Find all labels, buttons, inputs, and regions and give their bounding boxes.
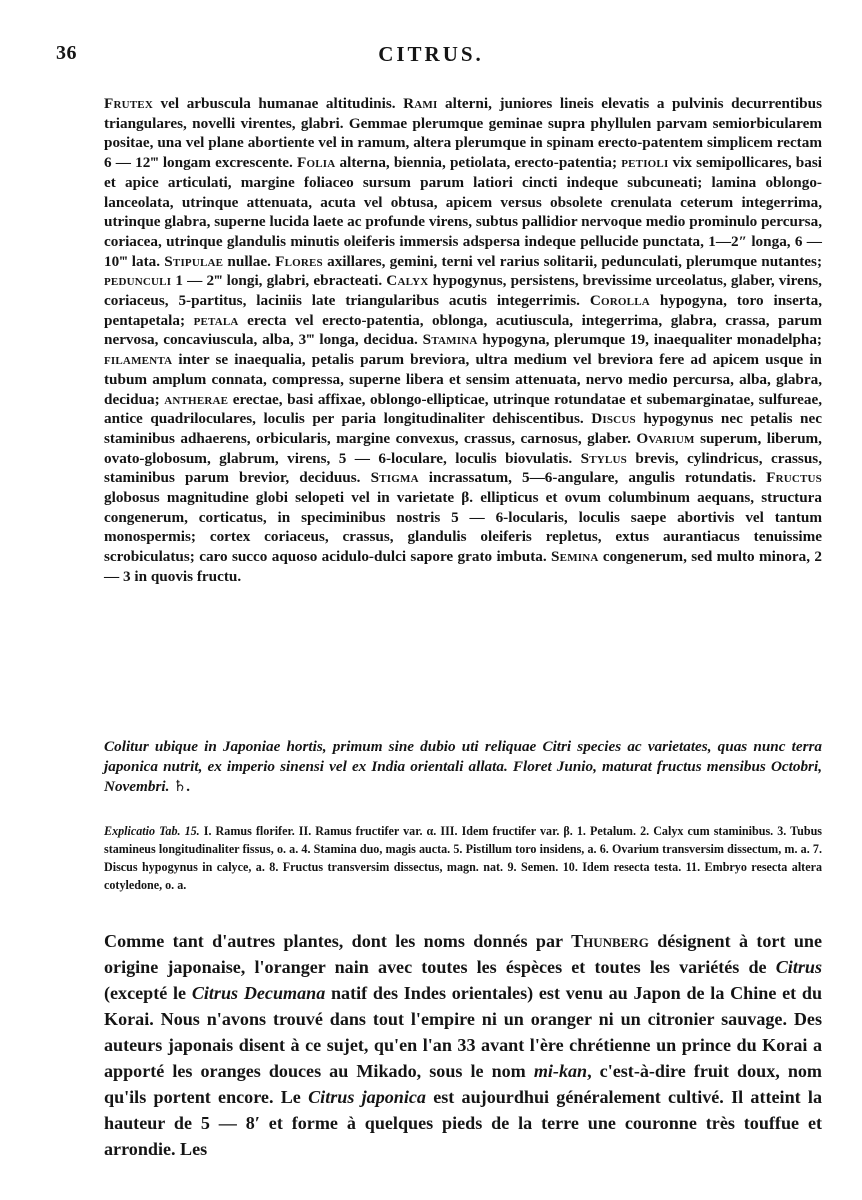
corolla-text: hypogyna, toro inserta, pentapetala; [104,292,822,329]
french-commentary [104,928,822,1162]
fructus-text: globosus magnitudine globi selopeti vel in varietate β. ellipticus et ovum columbinum aequans, structura congenerum, corticatus, in speciminibus nostris 5 — 6-locularis, loculis saepe abortivis vel tantum monospermis; cortex coriaceus, crassus, glandulis oleiferis repletus, extus aurantiacus tenuissime scrobiculatus; caro succo aquoso acidulo-dulci sapore grato imbuta. [104,489,822,566]
petioli-text: vix semipollicares, basi et apice articulati, margine foliaceo sursum parum latiori cincti indeque subcuneati; lamina oblongo-lanceolata, utrinque attenuata, acuta vel obtusa, apicem versus obsolete crenulata ceterum integerrima, utrinque glabra, superne lucida laete ac profunde virens, subtus pallidior nervoque medio prominulo percursa, coriacea, utrinque glandulis minutis oleiferis immersis adspersa indeque pellucide punctata, 1—2″ longa, 6 — 10‴ lata. [104,154,822,270]
page-header [56,42,806,74]
frutex-text: vel arbuscula humanae altitudinis. [152,95,404,112]
running-title: CITRUS. [378,42,484,66]
plate-explanation-title: Explicatio Tab. 15. [104,824,200,838]
taxon-citrus: Citrus [775,957,822,977]
term-filamenta: filamenta [104,351,173,369]
term-corolla: Corolla [589,292,650,310]
term-antherae: antherae [164,390,229,408]
term-stamina: Stamina [422,331,478,349]
taxon-citrus-decumana: Citrus Decumana [191,983,326,1003]
term-discus: Discus [591,410,636,428]
ovarium-text: superum, liberum, ovato-globosum, glabrum, virens, 5 — 6-loculare, loculis biovulatis. [104,429,822,467]
stipulae-text: nullae. [223,252,276,270]
term-mikan: mi-kan [533,1061,588,1081]
stamina-text: hypogyna, plerumque 19, inaequaliter monadelpha; [477,331,822,349]
petala-text: erecta vel erecto-patentia, oblonga, acutiuscula, integerrima, glabra, crassa, parum nervosa, concaviuscula, alba, 3‴ longa, decidua. [104,311,823,349]
term-petioli: petioli [621,154,669,172]
french-text-2: désignent à tort une origine japonaise, l'oranger nain avec toutes les éspèces et toutes les variétés de [104,931,822,977]
french-text-5: , c'est-à-dire fruit doux, nom qu'ils portent encore. Le [104,1061,822,1107]
term-petala: petala [193,311,239,329]
term-flores: Flores [275,252,323,270]
folia-text: alterna, biennia, petiolata, erecto-patentia; [335,154,622,172]
french-text-6: est aujourdhui généralement cultivé. Il atteint la hauteur de 5 — 8′ et forme à quelques pieds de la terre une couronne très touffue et arrondie. Les [104,1087,822,1159]
semina-text: congenerum, sed multo minora, 2 — 3 in quovis fructu. [104,548,822,585]
term-semina: Semina [551,548,599,566]
filamenta-text: inter se inaequalia, petalis parum breviora, ultra medium vel breviora fere ad apicem usque in tubum amplum connata, compressa, superne libera et sensim attenuata, nervo medio percursa, alba, glabra, decidua; [104,351,822,408]
antherae-text: erectae, basi affixae, oblongo-ellipticae, utrinque rotundatae et subemarginatae, sulfureae, antice quadriloculares, loculis per paria longitudinaliter dehiscentibus. [104,390,822,428]
term-calyx: Calyx [386,272,429,290]
stylus-text: brevis, cylindricus, crassus, staminibus parum brevior, deciduus. [104,449,822,487]
term-stigma: Stigma [370,469,419,487]
taxon-citrus-japonica: Citrus japonica [308,1087,426,1107]
rami-text: alterni, juniores lineis elevatis a pulvinis decurrentibus triangulares, novelli virentes, glabri. Gemmae plerumque geminae supra phyllulen parvam semiorbicularem positae, una vel plane abortiente vel in ramum, altera plerumque in spinam erecto-patentem simplicem rectam 6 — 12‴ longam excrescente. [104,95,822,172]
page-number: 36 [56,42,77,64]
discus-text: hypogynus nec petalis nec staminibus adhaerens, orbicularis, margine convexus, crassus, carnosus, glaber. [104,410,822,447]
culture-note: Colitur ubique in Japoniae hortis, primum sine dubio uti reliquae Citri species ac varietates, quas nunc terra japonica nutrit, ex imperio sinensi vel ex India orientali allata. Floret Junio, maturat fructus mensibus Octobri, Novembri. ♄. [104,738,822,795]
flores-text: axillares, gemini, terni vel rarius solitarii, pedunculati, plerumque nutantes; [322,252,823,270]
calyx-text: hypogynus, persistens, brevissime urceolatus, glaber, virens, coriaceus, 5-partitus, laciniis late triangularibus acutis integerrimis. [104,272,822,310]
term-fructus: Fructus [766,469,823,487]
french-text-1: Comme tant d'autres plantes, dont les noms donnés par [104,931,572,951]
term-ovarium: Ovarium [636,429,695,447]
term-frutex: Frutex [104,95,153,112]
author-thunberg: Thunberg [571,931,649,951]
term-stylus: Stylus [580,449,627,467]
plate-explanation [104,822,822,894]
plate-explanation-text: I. Ramus florifer. II. Ramus fructifer var. α. III. Idem fructifer var. β. 1. Petalum. 2. Calyx cum staminibus. 3. Tubus stamineus longitudinaliter fissus, o. a. 4. Stamina duo, magis aucta. 5. Pistillum toro insidens, a. 6. Ovarium transversim dissectum, m. a. 7. Discus hypogynus in calyce, a. 8. Fructus transversim dissectus, magn. nat. 9. Semen. 10. Idem resecta testa. 11. Embryo resecta altera cotyledone, o. a. [104,824,823,892]
pedunculi-text: 1 — 2‴ longi, glabri, ebracteati. [171,272,387,290]
term-stipulae: Stipulae [164,252,224,270]
term-folia: Folia [296,154,336,172]
latin-description [104,94,822,587]
french-text-4: natif des Indes orientales) est venu au Japon de la Chine et du Korai. Nous n'avons trouvé dans tout l'empire ni un oranger ni un citronier sauvage. Des auteurs japonais disent à ce sujet, qu'en l'an 33 avant l'ère chrétienne un prince du Korai a apporté les oranges douces au Mikado, sous le nom [104,983,823,1081]
term-rami: Rami [403,95,438,112]
stigma-text: incrassatum, 5—6-angulare, angulis rotundatis. [418,469,767,487]
french-text-3: (excepté le [104,983,192,1003]
term-pedunculi: pedunculi [104,272,172,290]
